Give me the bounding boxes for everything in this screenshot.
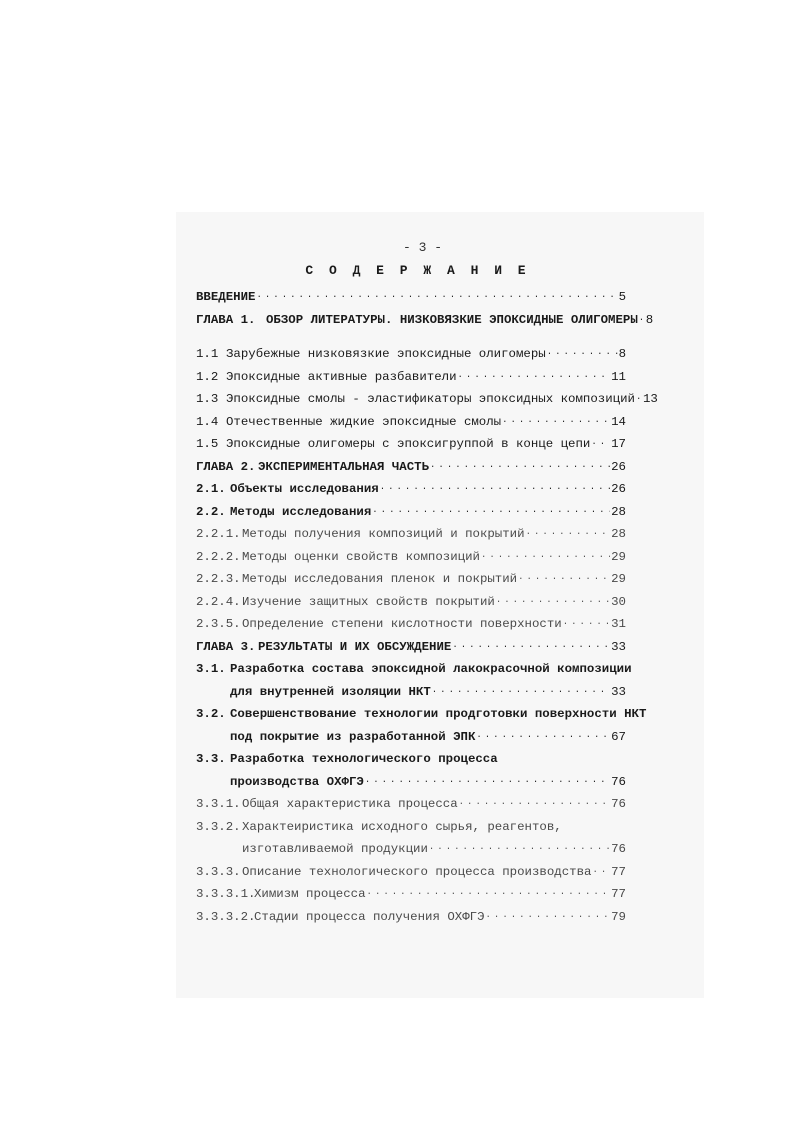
entry-title: Объекты исследования: [230, 482, 379, 496]
entry-number: 2.2.: [196, 504, 226, 519]
leader-dots: [459, 790, 610, 814]
entry-title: Зарубежные низковязкие эпоксидные олигомеры: [226, 347, 546, 361]
leader-dots: [429, 835, 610, 859]
toc-title: С О Д Е Р Ж А Н И Е: [305, 263, 530, 278]
entry-number: 2.2.4.: [196, 594, 241, 609]
entry-title-line2: под покрытие из разработанной ЭПК: [230, 729, 476, 744]
entry-page: 76: [611, 774, 626, 789]
entry-number: 1.1: [196, 347, 219, 361]
entry-number: 3.3.: [196, 752, 226, 766]
entry-title: Эпоксидные олигомеры с эпоксигруппой в конце цепи: [226, 437, 591, 451]
entry-title-line2: изготавливаемой продукции: [242, 842, 428, 856]
entry-title: Изучение защитных свойств покрытий: [242, 594, 495, 609]
entry-title-line2: производства ОХФГЭ: [230, 774, 364, 789]
entry-number: 3.3.3.: [196, 864, 241, 879]
entry-title: Разработка состава эпоксидной лакокрасочной композиции: [230, 662, 632, 676]
leader-dots: [367, 880, 611, 904]
toc-entry-2-2-4[interactable]: [196, 591, 626, 614]
entry-title: РЕЗУЛЬТАТЫ И ИХ ОБСУЖДЕНИЕ: [258, 639, 452, 654]
entry-number: 2.3.5.: [196, 617, 241, 631]
entry-number: 3.3.1.: [196, 797, 241, 811]
entry-page: 33: [611, 684, 626, 699]
entry-title: Отечественные жидкие эпоксидные смолы: [226, 414, 502, 429]
entry-number: ГЛАВА 3.: [196, 639, 256, 654]
entry-page: 29: [611, 572, 626, 586]
entry-page: 13: [642, 392, 658, 406]
toc-entry-1-2[interactable]: [196, 366, 626, 389]
leader-dots: [547, 340, 618, 364]
entry-page: 14: [611, 414, 626, 429]
leader-dots: [458, 363, 611, 387]
toc-entry-1-4[interactable]: [196, 411, 626, 434]
entry-number: 2.1.: [196, 482, 226, 496]
entry-page: 17: [611, 437, 626, 451]
entry-title: ОБЗОР ЛИТЕРАТУРЫ. НИЗКОВЯЗКИЕ ЭПОКСИДНЫЕ ОЛИГОМЕРЫ: [266, 312, 638, 327]
entry-number: 3.1.: [196, 662, 226, 676]
entry-title-line2: для внутренней изоляции НКТ: [230, 684, 431, 699]
toc-entry-introduction[interactable]: [196, 286, 626, 309]
leader-dots: [372, 498, 610, 522]
entry-title: Методы получения композиций и покрытий: [242, 527, 525, 541]
entry-title: Описание технологического процесса производства: [242, 864, 592, 879]
toc-entry-chapter-3[interactable]: [196, 636, 626, 659]
entry-number: ГЛАВА 1.: [196, 312, 256, 327]
entry-page: 26: [611, 459, 626, 474]
leader-dots: [476, 723, 610, 747]
entry-number: 2.2.2.: [196, 549, 241, 564]
leader-dots: [591, 430, 610, 454]
toc-entry-3-2-continued[interactable]: [196, 726, 626, 749]
entry-page: 33: [611, 639, 626, 654]
entry-page: 77: [611, 887, 626, 901]
leader-dots: [636, 385, 642, 409]
leader-dots: [502, 408, 610, 432]
leader-dots: [432, 678, 610, 702]
entry-page: 79: [611, 909, 626, 924]
table-of-contents: [196, 286, 658, 928]
entry-page: 76: [611, 842, 626, 856]
toc-entry-3-3-2-continued[interactable]: [196, 838, 626, 861]
entry-number: 3.3.3.1.: [196, 887, 256, 901]
toc-entry-3-3-3-2[interactable]: [196, 906, 626, 929]
leader-dots: [563, 610, 610, 634]
entry-title: ЭКСПЕРИМЕНТАЛЬНАЯ ЧАСТЬ: [258, 459, 430, 474]
entry-title: Общая характеристика процесса: [242, 797, 458, 811]
entry-title: Разработка технологического процесса: [230, 752, 498, 766]
entry-number: ГЛАВА 2.: [196, 459, 256, 474]
entry-page: 28: [611, 527, 626, 541]
entry-page: 11: [611, 369, 626, 384]
entry-title: Химизм процесса: [254, 887, 366, 901]
entry-number: 1.2: [196, 369, 219, 384]
leader-dots: [592, 858, 610, 882]
entry-number: 1.4: [196, 414, 219, 429]
entry-page: 26: [611, 482, 626, 496]
entry-page: 30: [611, 594, 626, 609]
page-number: - 3 -: [402, 240, 442, 255]
entry-number: 1.5: [196, 437, 219, 451]
leader-dots: [526, 520, 611, 544]
toc-entry-chapter-1[interactable]: [196, 309, 654, 332]
entry-number: 3.2.: [196, 707, 226, 721]
entry-title: Эпоксидные активные разбавители: [226, 369, 457, 384]
entry-title: Методы оценки свойств композиций: [242, 549, 480, 564]
entry-title: Определение степени кислотности поверхности: [242, 617, 562, 631]
entry-page: 67: [611, 729, 626, 744]
entry-title: Стадии процесса получения ОХФГЭ: [254, 909, 485, 924]
leader-dots: [257, 283, 618, 307]
entry-number: 3.3.3.2.: [196, 909, 256, 924]
leader-dots: [365, 768, 610, 792]
leader-dots: [639, 306, 645, 330]
entry-page: 8: [618, 347, 626, 361]
leader-dots: [496, 588, 610, 612]
entry-title: ВВЕДЕНИЕ: [196, 290, 256, 304]
entry-page: 8: [645, 312, 654, 327]
entry-page: 77: [611, 864, 626, 879]
entry-number: 2.2.1.: [196, 527, 241, 541]
entry-title: Эпоксидные смолы - эластификаторы эпоксидных композиций: [226, 392, 635, 406]
entry-page: 76: [611, 797, 626, 811]
leader-dots: [481, 543, 610, 567]
entry-title: Методы исследования: [230, 504, 372, 519]
entry-page: 29: [611, 549, 626, 564]
toc-entry-3-1-continued[interactable]: [196, 681, 626, 704]
entry-number: 2.2.3.: [196, 572, 241, 586]
leader-dots: [380, 475, 610, 499]
entry-title: Совершенствование технологии продготовки поверхности НКТ: [230, 707, 647, 721]
entry-number: 3.3.2.: [196, 819, 241, 834]
entry-number: 1.3: [196, 392, 219, 406]
toc-entry-3-3-1[interactable]: [196, 793, 626, 816]
entry-title: Методы исследования пленок и покрытий: [242, 572, 518, 586]
leader-dots: [452, 633, 610, 657]
leader-dots: [430, 453, 610, 477]
leader-dots: [486, 903, 611, 927]
entry-page: 28: [611, 504, 626, 519]
entry-page: 31: [611, 617, 626, 631]
leader-dots: [518, 565, 610, 589]
entry-page: 5: [618, 290, 626, 304]
entry-title: Характеиристика исходного сырья, реагентов,: [242, 819, 562, 834]
